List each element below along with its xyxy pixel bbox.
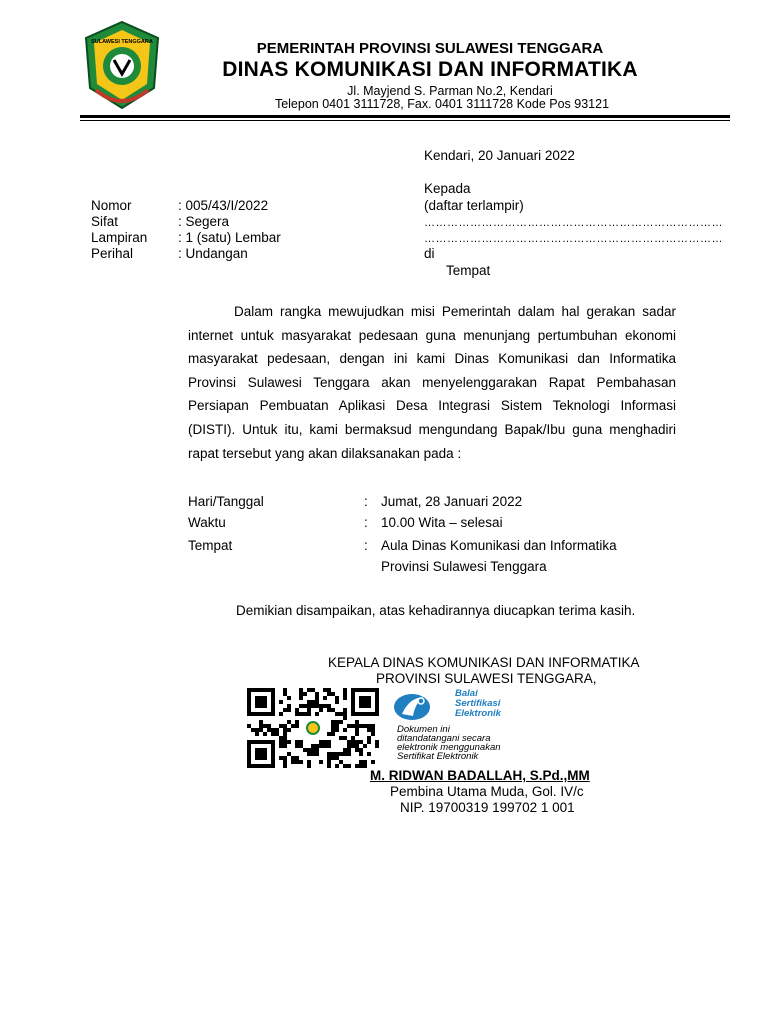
letterhead-government: PEMERINTAH PROVINSI SULAWESI TENGGARA [256, 40, 604, 57]
meta-value-sifat: : Segera [178, 214, 230, 229]
letterhead-agency: DINAS KOMUNIKASI DAN INFORMATIKA [222, 58, 638, 81]
date-place: Kendari, 20 Januari 2022 [424, 148, 575, 163]
schedule-value-place: Aula Dinas Komunikasi dan Informatika [381, 538, 617, 553]
qr-code[interactable] [247, 688, 379, 768]
schedule-value-place-2: Provinsi Sulawesi Tenggara [381, 559, 547, 574]
meta-value-lampiran: : 1 (satu) Lembar [178, 230, 281, 245]
meta-label-lampiran: Lampiran [91, 230, 148, 245]
recipient-dots-2: …………………………………………………………………… [424, 233, 723, 245]
bsre-label-1: Balai [455, 688, 478, 699]
meta-label-nomor: Nomor [91, 198, 132, 213]
signature-title-2: PROVINSI SULAWESI TENGGARA, [376, 671, 597, 686]
recipient-place: Tempat [446, 263, 491, 278]
esign-note-3: elektronik menggunakan [397, 742, 501, 753]
esign-note-2: ditandatangani secara [397, 733, 491, 744]
meta-label-sifat: Sifat [91, 214, 119, 229]
signer-name: M. RIDWAN BADALLAH, S.Pd.,MM [370, 768, 590, 783]
letterhead-contact: Telepon 0401 3111728, Fax. 0401 3111728 Kode Pos 93121 [274, 97, 610, 111]
meta-value-perihal: : Undangan [178, 246, 248, 261]
schedule-value-date: Jumat, 28 Januari 2022 [381, 494, 523, 509]
bsre-label-3: Elektronik [455, 708, 501, 719]
schedule-sep-date: : [364, 494, 368, 509]
schedule-sep-time: : [364, 515, 368, 530]
recipient-dots-1: …………………………………………………………………… [424, 217, 723, 229]
closing-paragraph: Demikian disampaikan, atas kehadirannya diucapkan terima kasih. [236, 603, 636, 618]
signer-nip: NIP. 19700319 199702 1 001 [400, 800, 575, 815]
esign-note-4: Sertifikat Elektronik [397, 751, 479, 762]
schedule-sep-place: : [364, 538, 368, 553]
signer-rank: Pembina Utama Muda, Gol. IV/c [390, 784, 584, 799]
schedule-value-time: 10.00 Wita – selesai [381, 515, 503, 530]
recipient-list: (daftar terlampir) [424, 198, 524, 213]
letterhead-address: Jl. Mayjend S. Parman No.2, Kendari [347, 84, 553, 98]
logo-text: SULAWESI TENGGARA [91, 39, 153, 45]
esign-note-1: Dokumen ini [397, 724, 450, 735]
signature-title-1: KEPALA DINAS KOMUNIKASI DAN INFORMATIKA [328, 655, 640, 670]
letterhead-rule-thick [80, 115, 730, 118]
recipient-di: di [424, 246, 435, 261]
schedule-label-time: Waktu [188, 515, 226, 530]
body-paragraph: Dalam rangka mewujudkan misi Pemerintah dalam hal gerakan sadar internet untuk masyarakat pedesaan guna menunjang pertumbuhan ekonomi masyarakat pedesaan, dengan ini kami Dinas Komunikasi dan Informatika Provinsi Sulawesi Tenggara akan menyelenggarakan Rapat Pembahasan Persiapan Pembuatan Aplikasi Desa Integrasi Sistem Teknologi Informasi (DISTI). Untuk itu, kami bermaksud mengundang Bapak/Ibu guna menghadiri rapat tersebut yang akan dilaksanakan pada : [188, 304, 676, 461]
meta-label-perihal: Perihal [91, 246, 134, 261]
meta-value-nomor: : 005/43/I/2022 [178, 198, 269, 213]
schedule-label-date: Hari/Tanggal [188, 494, 264, 509]
schedule-label-place: Tempat [188, 538, 233, 553]
recipient-to: Kepada [424, 181, 471, 196]
letterhead-rule-thin [80, 120, 730, 121]
bsre-logo-icon [393, 692, 433, 722]
bsre-label-2: Sertifikasi [455, 698, 501, 709]
